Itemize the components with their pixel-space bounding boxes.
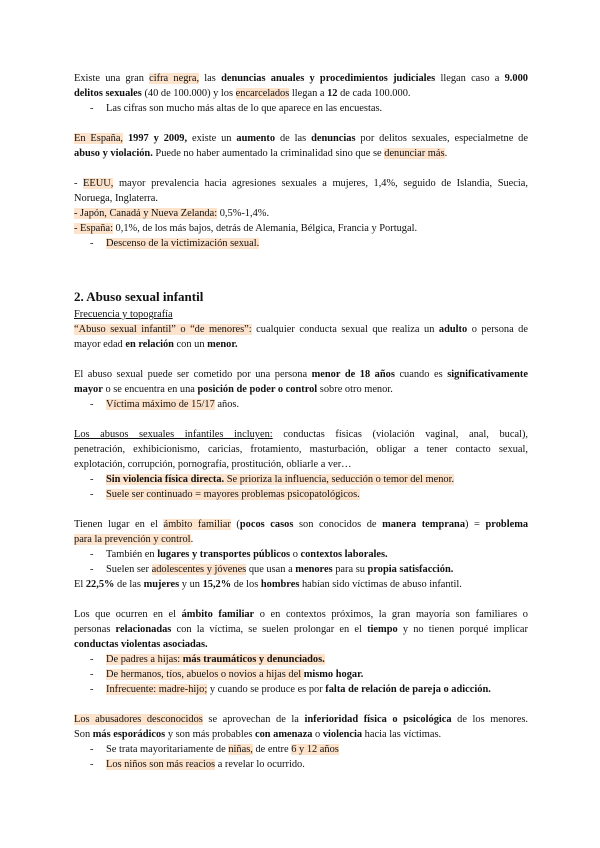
bullet-dash: - [90,669,94,680]
paragraph-line: mayor o se encuentra en una posición de poder o control sobre otro menor. [74,384,393,395]
paragraph-line: - España: 0,1%, de los más bajos, detrás de Alemania, Bélgica, Francia y Portugal. [74,223,418,234]
paragraph-line: El 22,5% de las mujeres y un 15,2% de los hombres habían sido víctimas de abuso infantil. [74,579,462,590]
bullet-dash: - [90,238,94,249]
paragraph-line: abuso y violación. Puede no haber aumentado la criminalidad sino que se denunciar más. [74,148,448,159]
paragraph-line: mayor edad en relación con un menor. [74,339,238,350]
bullet-dash: - [90,399,94,410]
paragraph-line: - EEUU, mayor prevalencia hacia agresiones sexuales a mujeres, 1,4%, seguido de Islandia, Suecia, [74,178,528,189]
paragraph-line: delitos sexuales (40 de 100.000) y los encarcelados llegan a 12 de cada 100.000. [74,88,411,99]
paragraph-line: Son más esporádicos y son más probables con amenaza o violencia hacia las víctimas. [74,729,442,740]
paragraph-line: conductas violentas asociadas. [74,639,208,650]
bullet-item: Los niños son más reacios a revelar lo ocurrido. [106,759,305,770]
bullet-item: Las cifras son mucho más altas de lo que aparece en las encuestas. [106,103,383,114]
paragraph-line: Los abusos sexuales infantiles incluyen: conductas físicas (violación vaginal, anal, bucal), [74,429,529,440]
bullet-item: Se trata mayoritariamente de niñas, de entre 6 y 12 años [106,744,339,755]
bullet-dash: - [90,103,94,114]
bullet-dash: - [90,684,94,695]
bullet-item: De hermanos, tíos, abuelos o novios a hijas del mismo hogar. [106,669,364,680]
paragraph-line: personas relacionadas con la víctima, se suelen prolongar en el tiempo y no tienen porqué implicar [74,624,528,635]
bullet-dash: - [90,489,94,500]
bullet-dash: - [90,654,94,665]
paragraph-line: Noruega, Inglaterra. [74,193,158,204]
paragraph-line: Tienen lugar en el ámbito familiar (pocos casos son conocidos de manera temprana) = problema [74,519,529,530]
bullet-dash: - [90,474,94,485]
bullet-item: Víctima máximo de 15/17 años. [106,399,240,410]
bullet-dash: - [90,564,94,575]
section-heading: 2. Abuso sexual infantil [74,289,204,304]
paragraph-line: explotación, corrupción, pornografía, prostitución, obliarle a ver… [74,459,352,470]
bullet-item: Suele ser continuado = mayores problemas psicopatológicos. [106,489,360,500]
paragraph-line: penetración, exhibicionismo, caricias, frotamiento, masturbación, obligar a tener contacto sexual, [74,444,528,455]
bullet-item: Sin violencia física directa. Se prioriza la influencia, seducción o temor del menor. [106,474,455,485]
bullet-item: De padres a hijas: más traumáticos y denunciados. [106,654,325,665]
paragraph-line: En España, 1997 y 2009, existe un aumento de las denuncias por delitos sexuales, especialmetne de [74,133,528,144]
bullet-item: También en lugares y transportes públicos o contextos laborales. [106,549,388,560]
section-subheading: Frecuencia y topografía [74,309,173,320]
bullet-dash: - [90,759,94,770]
bullet-item: Descenso de la victimización sexual. [106,238,260,249]
paragraph-line: Los abusadores desconocidos se aprovechan de la inferioridad física o psicológica de los menores. [74,714,528,725]
paragraph-line: Existe una gran cifra negra, las denuncias anuales y procedimientos judiciales llegan caso a 9.000 [74,73,528,84]
paragraph-line: para la prevención y control. [74,534,194,545]
paragraph-line: “Abuso sexual infantil” o “de menores”: cualquier conducta sexual que realiza un adulto o persona de [74,324,528,335]
paragraph-line: Los que ocurren en el ámbito familiar o en contextos próximos, la gran mayoría son familiares o [74,609,528,620]
bullet-dash: - [90,549,94,560]
paragraph-line: El abuso sexual puede ser cometido por una persona menor de 18 años cuando es significativamente [74,369,528,380]
paragraph-line: - Japón, Canadá y Nueva Zelanda: 0,5%-1,4%. [74,208,270,219]
bullet-item: Infrecuente: madre-hijo; y cuando se produce es por falta de relación de pareja o adicción. [106,684,491,695]
bullet-item: Suelen ser adolescentes y jóvenes que usan a menores para su propia satisfacción. [106,564,454,575]
bullet-dash: - [90,744,94,755]
